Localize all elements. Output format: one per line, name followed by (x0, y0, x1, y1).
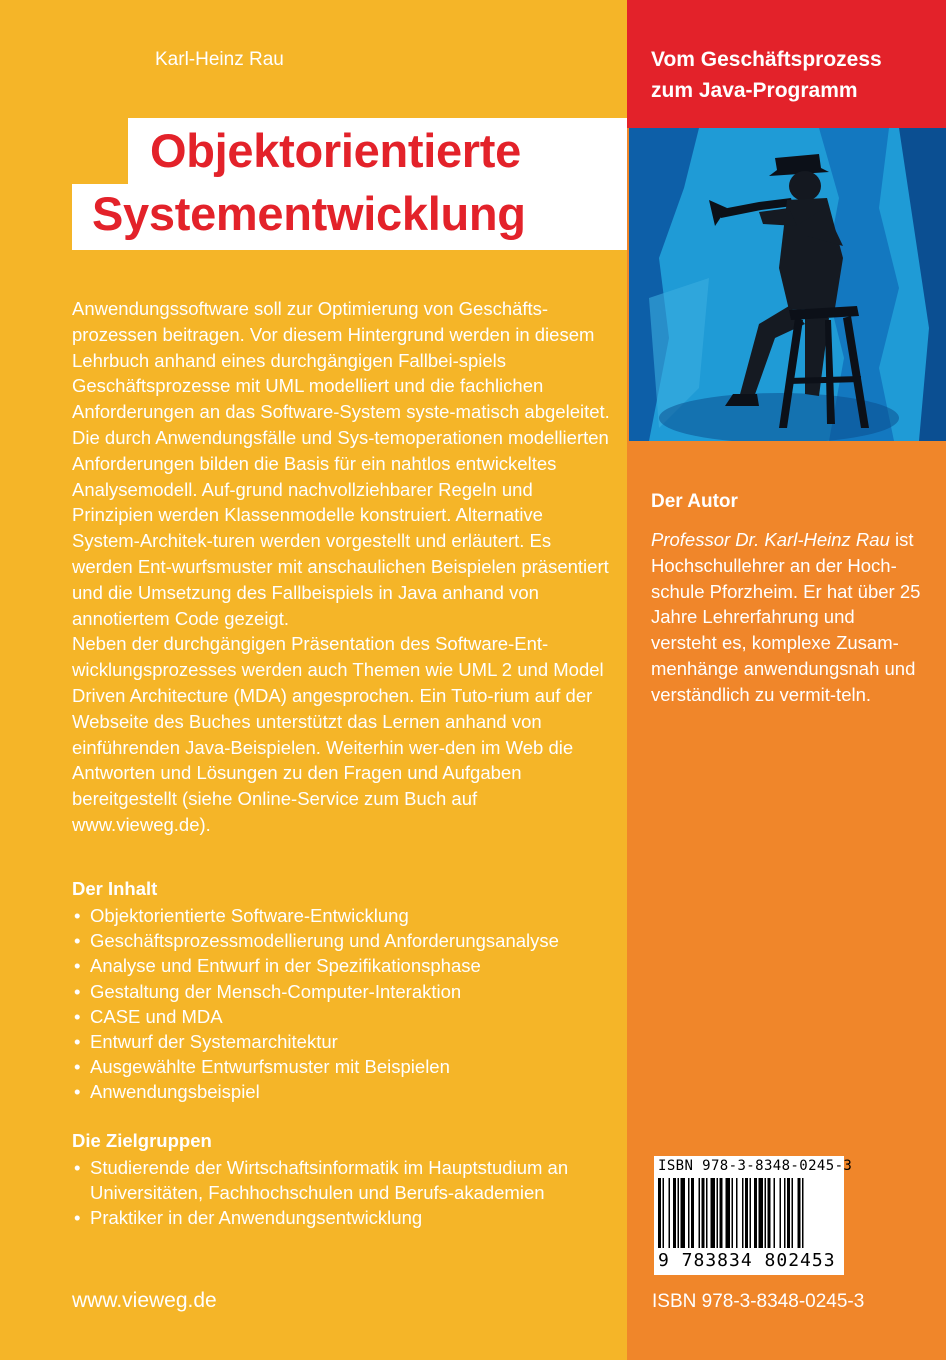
barcode-bar (673, 1178, 676, 1248)
barcode (654, 1156, 853, 1275)
barcode-bar (784, 1178, 786, 1248)
barcode-bar (774, 1178, 776, 1248)
list-item: • Praktiker in der Anwendungsentwicklung (72, 1205, 607, 1230)
barcode-bar (732, 1178, 734, 1248)
barcode-bar (726, 1178, 731, 1248)
barcode-bar (711, 1178, 716, 1248)
barcode-bar (750, 1178, 752, 1248)
book-description (72, 296, 612, 838)
barcode-bar (765, 1178, 767, 1248)
barcode-bars (658, 1178, 840, 1248)
autor-name: Professor Dr. Karl-Heinz Rau (651, 529, 890, 550)
barcode-bar (754, 1178, 757, 1248)
inhalt-heading: Der Inhalt (72, 878, 158, 899)
autor-heading: Der Autor (651, 491, 738, 512)
title-line-1: Objektorientierte (128, 118, 627, 184)
zielgruppen-list (72, 1155, 607, 1231)
list-item: • Entwurf der Systemarchitektur (72, 1029, 632, 1054)
list-item: • CASE und MDA (72, 1004, 632, 1029)
autor-bio-text: ist Hochschullehrer an der Hoch-schule Pforzheim. Er hat über 25 Jahre Lehrerfahrung und versteht es, komplexe Zusam-menhänge anwendungsnah und verständlich zu vermit-teln. (651, 529, 921, 705)
barcode-bar (706, 1178, 708, 1248)
author-name-top: Karl-Heinz Rau (155, 49, 284, 70)
barcode-bar (688, 1178, 690, 1248)
barcode-bar (720, 1178, 723, 1248)
description-paragraph-2: Neben der durchgängigen Präsentation des Software-Ent-wicklungsprozesses werden auch Themen wie UML 2 und Model Driven Architecture (MDA) angesprochen. Ein Tuto-rium auf der Webseite des Buches unterstützt das Lernen anhand von einführenden Java-Beispielen. Weiterhin wer-den im Web die Antworten und Lösungen zu den Fragen und Aufgaben bereitgestellt (siehe Online-Service zum Buch auf www.vieweg.de). (72, 633, 604, 835)
barcode-bar (759, 1178, 764, 1248)
barcode-bar (663, 1178, 665, 1248)
barcode-bar (742, 1178, 744, 1248)
barcode-bar (780, 1178, 782, 1248)
barcode-bar (792, 1178, 794, 1248)
barcode-bar (717, 1178, 719, 1248)
barcode-bar (658, 1178, 661, 1248)
inhalt-list (72, 903, 632, 1105)
list-item: • Geschäftsprozessmodellierung und Anforderungsanalyse (72, 928, 632, 953)
list-item: • Ausgewählte Entwurfsmuster mit Beispielen (72, 1054, 632, 1079)
barcode-bar (681, 1178, 686, 1248)
barcode-bar (699, 1178, 701, 1248)
barcode-bar (745, 1178, 748, 1248)
barcode-isbn-label: ISBN 978-3-8348-0245-3 (658, 1158, 853, 1174)
list-item: • Gestaltung der Mensch-Computer-Interaktion (72, 979, 632, 1004)
autor-bio (651, 527, 925, 708)
barcode-bar (787, 1178, 790, 1248)
barcode-bar (768, 1178, 771, 1248)
barcode-bar (691, 1178, 694, 1248)
barcode-bar (802, 1178, 804, 1248)
publisher-website: www.vieweg.de (72, 1289, 217, 1312)
isbn-number: ISBN 978-3-8348-0245-3 (652, 1291, 865, 1312)
barcode-bar (798, 1178, 801, 1248)
title-line-2: Systementwicklung (72, 184, 627, 250)
trumpet-player-illustration (629, 128, 946, 441)
list-item: • Studierende der Wirtschaftsinformatik im Hauptstudium an Universitäten, Fachhochschulen und Berufs-akademien (72, 1155, 607, 1205)
barcode-bar (678, 1178, 680, 1248)
barcode-bar (702, 1178, 705, 1248)
description-paragraph-1: Anwendungssoftware soll zur Optimierung von Geschäfts-prozessen beitragen. Vor diesem Hintergrund werden in diesem Lehrbuch anhand eines durchgängigen Fallbei-spiels Geschäftsprozesse mit UML modelliert und die fachlichen Anforderungen an das Software-System syste-matisch abgeleitet. Die durch Anwendungsfälle und Sys-temoperationen modellierten Anforderungen bilden die Basis für ein nahtlos entwickeltes Analysemodell. Auf-grund nachvollziehbarer Regeln und Prinzipien werden Klassenmodelle konstruiert. Alternative System-Architek-turen werden vorgestellt und erläutert. Es werden Ent-wurfsmuster mit anschaulichen Beispielen präsentiert und die Umsetzung des Fallbeispiels in Java anhand von annotiertem Code gezeigt. (72, 298, 610, 629)
zielgruppen-heading: Die Zielgruppen (72, 1130, 212, 1151)
list-item: • Analyse und Entwurf in der Spezifikationsphase (72, 953, 632, 978)
list-item: • Anwendungsbeispiel (72, 1079, 632, 1104)
barcode-bar (736, 1178, 738, 1248)
series-title (651, 44, 941, 106)
barcode-digits: 9 783834 802453 (658, 1250, 836, 1271)
barcode-bar (669, 1178, 671, 1248)
series-title-line-1: Vom Geschäftsprozess (651, 48, 882, 71)
list-item: • Objektorientierte Software-Entwicklung (72, 903, 632, 928)
series-title-line-2: zum Java-Programm (651, 79, 858, 102)
